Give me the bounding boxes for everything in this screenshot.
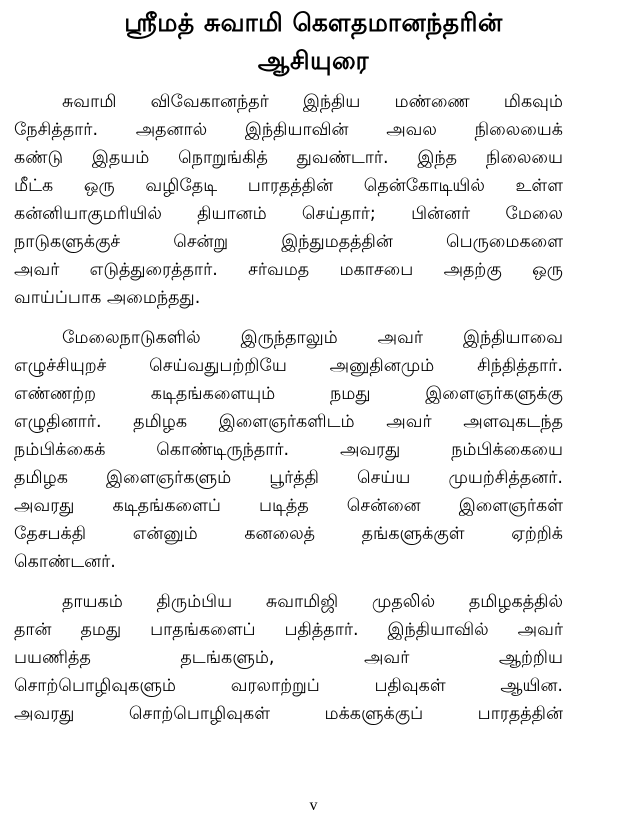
paragraph-line: அவரது சொற்பொழிவுகள் மக்களுக்குப் பாரதத்தின் [14,704,563,724]
paragraph-line: நம்பிக்கைக் கொண்டிருந்தார். அவரது நம்பிக்கையை [14,440,563,460]
paragraph-line: எண்ணற்ற கடிதங்களையும் நமது இளைஞர்களுக்கு [14,384,563,404]
paragraph-line: கன்னியாகுமரியில் தியானம் செய்தார்; பின்னர் மேலை [14,204,563,224]
paragraph-line: வாய்ப்பாக அமைந்தது. [14,288,201,308]
paragraph-line: எழுதினார். தமிழக இளைஞர்களிடம் அவர் அளவுகடந்த [14,412,563,432]
heading-line-2: ஆசியுரை [257,46,370,75]
paragraph-line: எழுச்சியுறச் செய்வதுபற்றியே அனுதினமும் சிந்தித்தார். [14,356,563,376]
paragraph-line: தமிழக இளைஞர்களும் பூர்த்தி செய்ய முயற்சித்தனர். [14,468,563,488]
paragraph-line: கண்டு இதயம் நொறுங்கித் துவண்டார். இந்த நிலையை [14,148,563,168]
paragraph-line: தேசபக்தி என்னும் கனலைத் தங்களுக்குள் ஏற்றிக் [14,524,563,544]
paragraph-line: தான் தமது பாதங்களைப் பதித்தார். இந்தியாவில் அவர் [14,620,563,640]
paragraph-line: சுவாமி விவேகானந்தர் இந்திய மண்ணை மிகவும் [62,92,563,112]
paragraph-line: சொற்பொழிவுகளும் வரலாற்றுப் பதிவுகள் ஆயின. [14,676,563,696]
heading-line-1: ஸ்ரீமத் சுவாமி கௌதமானந்தரின் [124,8,503,37]
paragraph-line: தாயகம் திரும்பிய சுவாமிஜி முதலில் தமிழகத்தில் [62,592,563,612]
paragraph-line: நேசித்தார். அதனால் இந்தியாவின் அவல நிலையைக் [14,120,563,140]
paragraph-line: கொண்டனர். [14,552,116,572]
page-number: v [309,797,318,814]
paragraph-line: மீட்க ஒரு வழிதேடி பாரதத்தின் தென்கோடியில் உள்ள [14,176,563,196]
paragraph-line: மேலைநாடுகளில் இருந்தாலும் அவர் இந்தியாவை [62,328,563,348]
paragraph-line: பயணித்த தடங்களும், அவர் ஆற்றிய [14,648,563,668]
paragraph-line: அவர் எடுத்துரைத்தார். சர்வமத மகாசபை அதற்கு ஒரு [14,260,563,280]
paragraph-line: நாடுகளுக்குச் சென்று இந்துமதத்தின் பெருமைகளை [14,232,563,252]
paragraph-line: அவரது கடிதங்களைப் படித்த சென்னை இளைஞர்கள் [14,496,563,516]
